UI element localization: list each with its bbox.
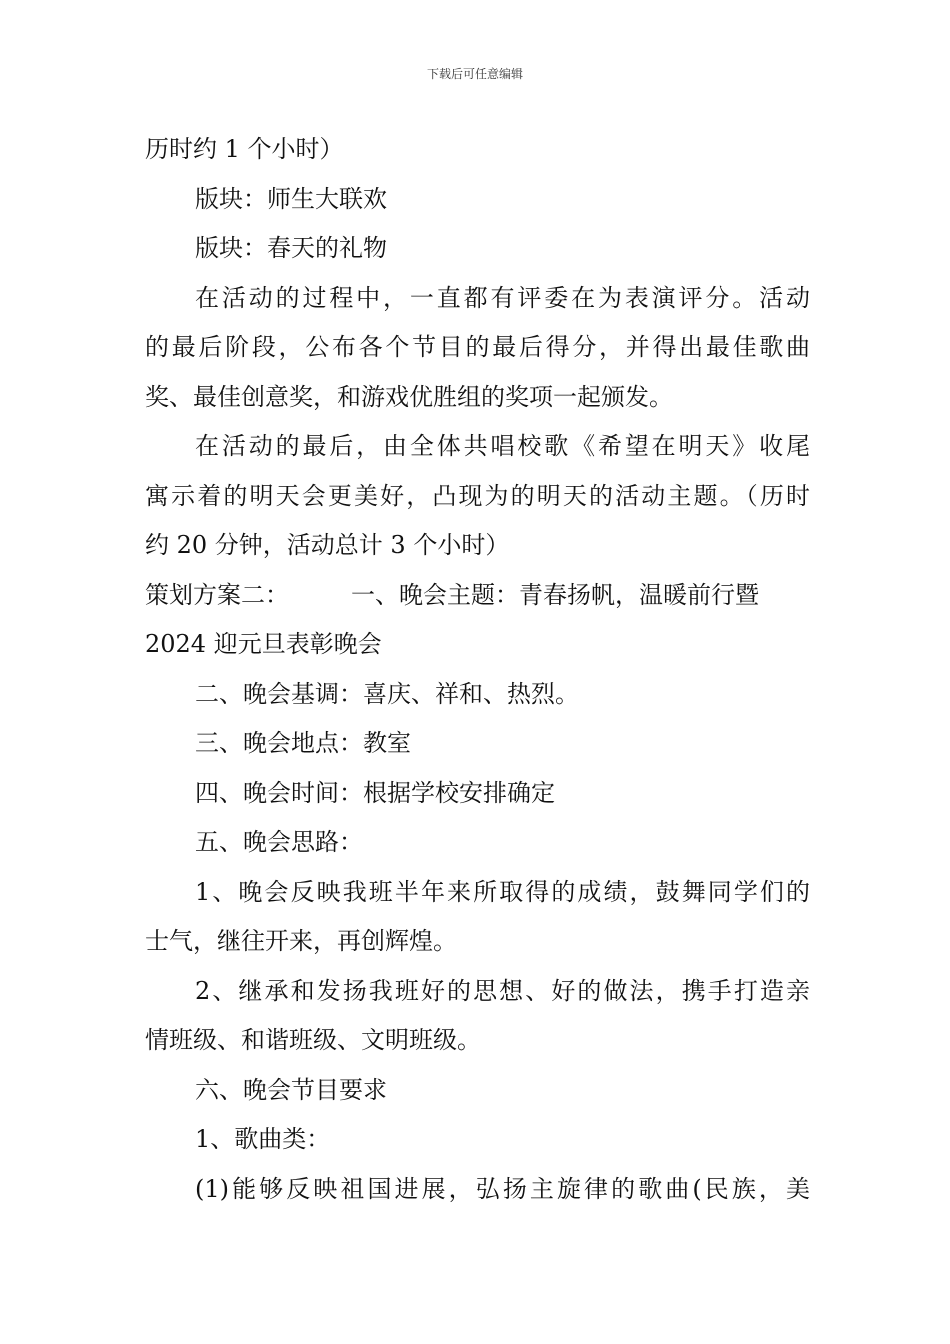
section-heading-line <box>145 571 810 621</box>
text-line: 五、晚会思路： <box>195 828 363 856</box>
text-line: 二、晚会基调：喜庆、祥和、热烈。 <box>195 679 579 708</box>
text-line: 版块：师生大联欢 <box>195 184 387 213</box>
text-line: 历时约 1 个小时） <box>145 135 344 163</box>
document-body <box>145 125 810 1214</box>
plan-label: 策划方案二： <box>145 580 289 609</box>
text-line: 士气，继往开来，再创辉煌。 <box>145 927 457 955</box>
theme-text: 一、晚会主题：青春扬帆，温暖前行暨 <box>351 580 759 609</box>
text-line: 在活动的最后，由全体共唱校歌《希望在明天》收尾 <box>195 432 810 460</box>
text-line: 四、晚会时间：根据学校安排确定 <box>195 778 555 807</box>
text-line: 2024 迎元旦表彰晚会 <box>145 630 382 658</box>
text-line: 版块：春天的礼物 <box>195 234 387 262</box>
text-line: 的最后阶段，公布各个节目的最后得分，并得出最佳歌曲 <box>145 333 810 361</box>
text-line: 1、歌曲类： <box>195 1125 331 1153</box>
text-line: 1、晚会反映我班半年来所取得的成绩，鼓舞同学们的 <box>195 877 810 906</box>
text-line: 寓示着的明天会更美好，凸现为的明天的活动主题。（历时 <box>145 481 810 510</box>
text-line: 奖、最佳创意奖，和游戏优胜组的奖项一起颁发。 <box>145 382 673 411</box>
text-line: (1)能够反映祖国进展，弘扬主旋律的歌曲(民族，美 <box>195 1174 810 1203</box>
text-line: 约 20 分钟，活动总计 3 个小时） <box>145 531 510 559</box>
text-line: 六、晚会节目要求 <box>195 1075 387 1104</box>
page-header: 下载后可任意编辑 <box>426 67 523 81</box>
text-line: 情班级、和谐班级、文明班级。 <box>145 1026 481 1054</box>
text-line: 三、晚会地点：教室 <box>195 729 411 757</box>
text-line: 2、继承和发扬我班好的思想、好的做法，携手打造亲 <box>195 976 810 1005</box>
text-line: 在活动的过程中，一直都有评委在为表演评分。活动 <box>195 283 810 312</box>
